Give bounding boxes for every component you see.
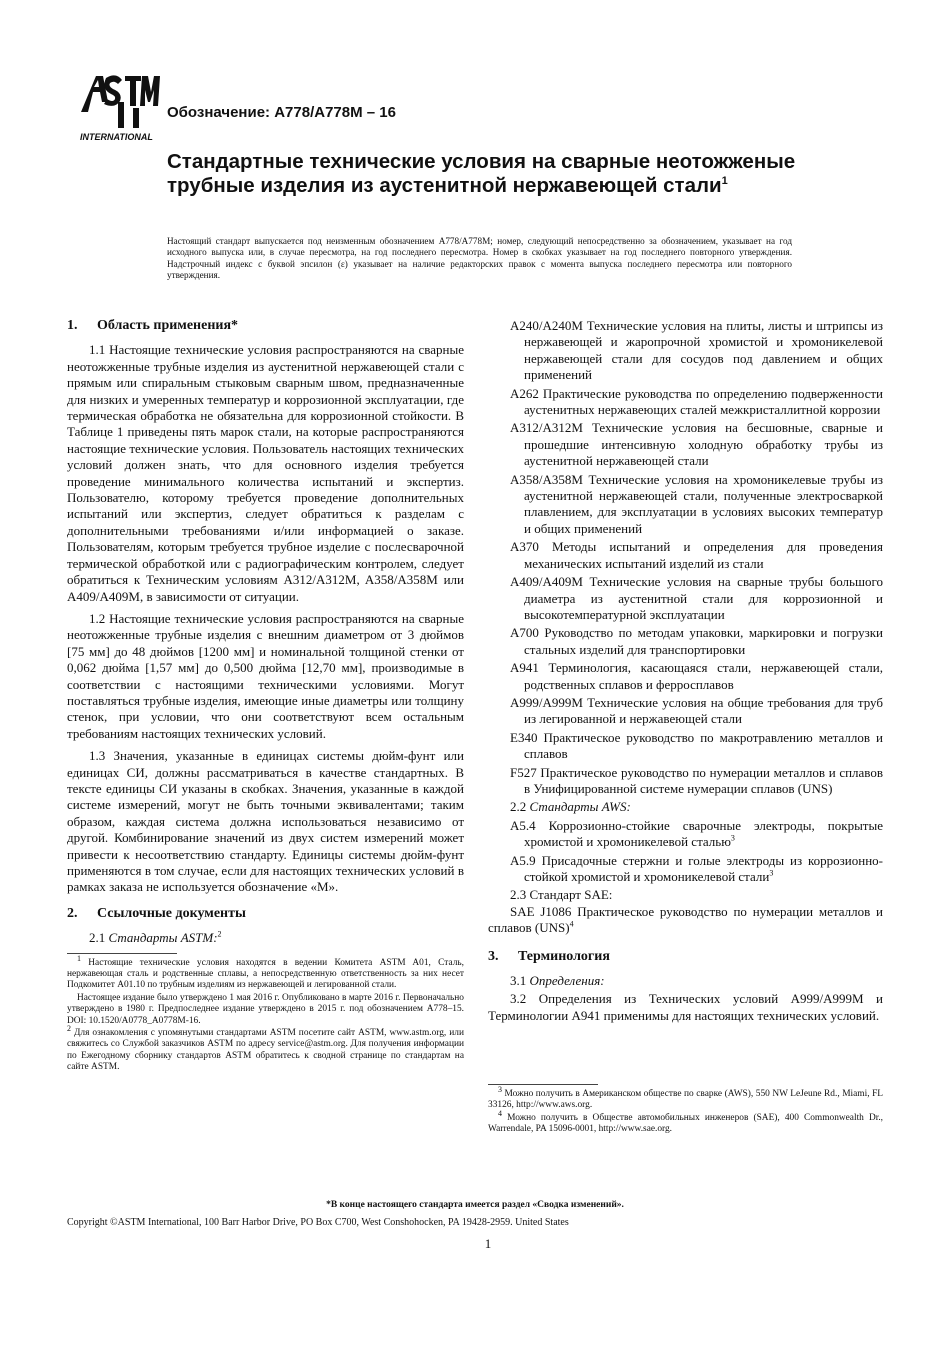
copyright-notice: Copyright ©ASTM International, 100 Barr Harbor Drive, PO Box C700, West Conshohocken, PA 19428-2959. United States [67, 1217, 569, 1228]
title-footnote-ref: 1 [721, 175, 728, 188]
section-2-heading: 2. Ссылочные документы [67, 905, 246, 921]
subsection-2-3: 2.3 Стандарт SAE: [510, 887, 613, 903]
subsection-3-1: 3.1 Определения: [510, 973, 605, 989]
title-text: Стандартные технические условия на сварные неотожженые трубные изделия из аустенитной нержавеющей стали [167, 150, 796, 197]
summary-of-changes-note: *В конце настоящего стандарта имеется раздел «Сводка изменений». [326, 1200, 624, 1210]
astm-reference-list [488, 318, 883, 797]
astm-reference-item: A370 Методы испытаний и определения для проведения механических испытаний изделий из стали [510, 539, 883, 571]
astm-reference-item: A312/A312M Технические условия на бесшовные, сварные и прошедшие интенсивную холодную обработку трубы из аустенитной нержавеющей стали [510, 420, 883, 469]
page-number: 1 [484, 1236, 492, 1251]
astm-reference-item: A358/A358M Технические условия на хромоникелевые трубы из аустенитной нержавеющей стали, полученные электросваркой плавлением, для эксплуатации в условиях высоких температур и общих применений [510, 471, 883, 536]
footnotes-right [488, 1078, 883, 1137]
astm-logo [78, 72, 160, 142]
sae-reference: SAE J1086 Практическое руководство по нумерации металлов и сплавов (UNS)$^4$ [488, 903, 883, 936]
astm-reference-item: A262 Практические руководства по определению подверженности аустенитных нержавеющих сталей межкристаллитной коррозии [510, 385, 883, 418]
astm-reference-item: A700 Руководство по методам упаковки, маркировки и погрузки стальных изделий для транспортировки [510, 625, 883, 657]
aws-reference-a5-4: A5.4 Коррозионно-стойкие сварочные электроды, покрытые хромистой и хромоникелевой сталью$^3$ [510, 817, 883, 850]
subsection-2-2: 2.2 Стандарты AWS: [510, 799, 631, 815]
svg-text:INTERNATIONAL: INTERNATIONAL [80, 132, 153, 142]
paragraph-3-2: 3.2 Определения из Технических условий A999/A999M и Терминологии A941 применимы для настоящих технических условий. [488, 991, 883, 1023]
section-1-heading: 1. Область применения* [67, 318, 239, 333]
astm-reference-item: A409/A409M Технические условия на сварные трубы большого диаметра из аустенитной стали для коррозионной и высокотемпературной эксплуатации [510, 574, 883, 622]
astm-reference-item: F527 Практическое руководство по нумерации металлов и сплавов в Унифицированной системе нумерации сплавов (UNS) [510, 764, 883, 796]
footnote-3: $^3$ Можно получить в Американском обществе по сварке (AWS), 550 NW LeJeune Rd., Miami, FL 33126, http://www.aws.org. [488, 1084, 884, 1111]
footnote-1-edition: Настоящее издание было утверждено 1 мая 2016 г. Опубликовано в марте 2016 г. Первоначально утверждено в 1980 г. Предпоследнее издание утверждено в 2015 г. под обозначением A778–15. DOI: 10.1520/A0778_A0778M-16. [67, 992, 464, 1026]
paragraph-1-1: 1.1 Настоящие технические условия распространяются на сварные неотожженные трубные изделия из аустенитной нержавеющей стали с прямым или спиральным стыковым сварным швом, предназначенные для низких и умеренных температур и коррозионной эксплуатации, где термическая обработка не обязательна для коррозионной стойкости. В Таблице 1 приведены пять марок стали, на которые распространяются настоящие технические условия. Пользователь настоящих технических условий должен знать, что для основного изделия требуется проведение минимального количества испытаний и экспертиз. Пользователю, которому требуется проведение дополнительных испытаний или экспертиз, следует обратиться к разделам с дополнительными требованиями и/или информацией о заказе. Пользователям, которым требуется трубное изделие с послесварочной термической обработкой или с радиографическим контролем, следует обратиться к Техническим условиям A312/A312M, A358/A358M или A409/A409M, в зависимости от ситуации. [67, 342, 464, 604]
subsection-2-1: 2.1 Стандарты ASTM:$^2$ [89, 929, 222, 946]
astm-reference-item: A941 Терминология, касающаяся стали, нержавеющей стали, родственных сплавов и ферросплавов [510, 660, 883, 692]
paragraph-1-3: 1.3 Значения, указанные в единицах системы дюйм-фунт или единицах СИ, должны рассматриваться в качестве стандартных. В тексте единицы СИ указаны в скобках. Значения, указанные в каждой системе измерений, могут не быть точными эквивалентами; таким образом, каждая система должна использоваться независимо от другой. Комбинирование значений из двух систем измерений может привести к несоответствию стандарту. Единицы системы дюйм-фунт применяются в том случае, если для настоящих технических условий в рамках заказа не используется обозначение «M». [67, 748, 464, 895]
astm-reference-item: E340 Практическое руководство по макротравлению металлов и сплавов [510, 729, 883, 762]
paragraph-1-2: 1.2 Настоящие технические условия распространяются на сварные неотожженные трубные изделия с внешним диаметром от 3 дюймов [75 мм] до 48 дюймов [1200 мм] и номинальной толщиной стенки от 0,062 дюйма [1,57 мм] до 0,500 дюйма [12,70 мм], производимые в соответствии с настоящими техническими условиями. Могут поставляться трубные изделия, имеющие иные диаметры или толщину стенок, при условии, что они соответствуют всем остальным требованиям настоящих технических условий. [67, 610, 464, 741]
issuance-notice: Настоящий стандарт выпускается под неизменным обозначением A778/A778M; номер, следующий непосредственно за обозначением, указывает на год исходного выпуска или, в случае пересмотра, на год последнего пересмотра. Номер в скобках указывает на год последнего повторного утверждения. Надстрочный индекс с буквой эпсилон (ε) указывает на наличие редакторских правок с момента выпуска последнего пересмотра или повторного утверждения. [167, 236, 792, 281]
footnote-rule-left [67, 953, 177, 954]
document-title [167, 150, 807, 198]
footnote-rule-right [488, 1084, 598, 1085]
astm-reference-item: A999/A999M Технические условия на общие требования для труб из легированной и нержавеющей стали [510, 694, 883, 727]
aws-reference-a5-9: A5.9 Присадочные стержни и голые электроды из коррозионно-стойкой хромистой и хромоникелевой стали$^3$ [510, 852, 883, 884]
astm-reference-item: A240/A240M Технические условия на плиты, листы и штрипсы из нержавеющей и жаропрочной хромистой и хромоникелевой нержавеющей стали для сосудов под давлением и общих применений [510, 318, 883, 383]
right-column [488, 318, 883, 1030]
footnotes-left [67, 953, 464, 1074]
left-column [67, 318, 464, 1075]
designation: Обозначение: A778/A778M – 16 [167, 104, 396, 121]
footnote-4: $^4$ Можно получить в Обществе автомобильных инженеров (SAE), 400 Commonwealth Dr., Warrendale, PA 15096-0001, http://www.sae.org. [488, 1108, 884, 1135]
footnote-2: $^2$ Для ознакомления с упомянутыми стандартами ASTM посетите сайт ASTM, www.astm.org, или свяжитесь со Службой заказчиков ASTM по адресу service@astm.org. Для получения информации по Ежегодному сборнику стандартов ASTM обратитесь к сводной странице по стандартам на сайте ASTM. [67, 1023, 464, 1073]
section-3-heading: 3. Терминология [488, 948, 610, 964]
footnote-1: $^1$ Настоящие технические условия находятся в ведении Комитета ASTM A01, Сталь, нержавеющая сталь и родственные сплавы, а непосредственную ответственность за них несет Подкомитет A01.10 по трубным изделиям из нержавеющей и легированной стали. [67, 953, 464, 991]
